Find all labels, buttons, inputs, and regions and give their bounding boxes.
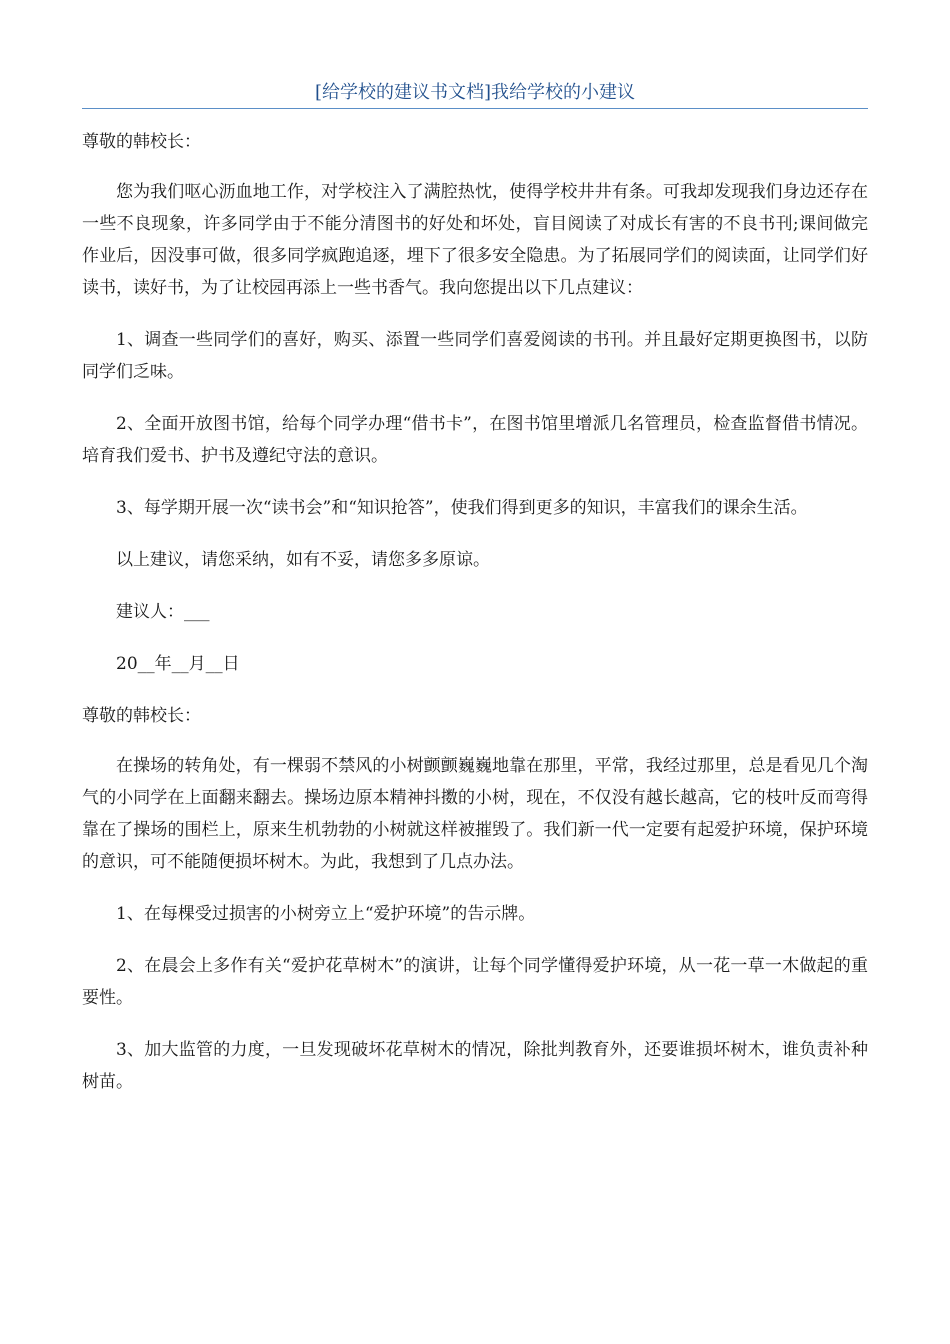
letter1-date: 20__年__月__日 [116, 654, 240, 674]
letter1-intro: 您为我们呕心沥血地工作，对学校注入了满腔热忱，使得学校井井有条。可我却发现我们身边还存在一些不良现象，许多同学由于不能分清图书的好处和坏处，盲目阅读了对成长有害的不良书刊;课间做完作业后，因没事可做，很多同学疯跑追逐，埋下了很多安全隐患。为了拓展同学们的阅读面，让同学们好读书，读好书，为了让校园再添上一些书香气。我向您提出以下几点建议： [82, 182, 868, 298]
letter2-suggestion-1: 1、在每棵受过损害的小树旁立上“爱护环境”的告示牌。 [116, 904, 536, 924]
letter2-suggestion-2: 2、在晨会上多作有关“爱护花草树木”的演讲，让每个同学懂得爱护环境，从一花一草一木做起的重要性。 [82, 956, 868, 1008]
letter1-suggestion-1: 1、调查一些同学们的喜好，购买、添置一些同学们喜爱阅读的书刊。并且最好定期更换图书，以防同学们乏味。 [82, 330, 868, 382]
letter1-suggestion-2: 2、全面开放图书馆，给每个同学办理“借书卡”，在图书馆里增派几名管理员，检查监督借书情况。培育我们爱书、护书及遵纪守法的意识。 [82, 414, 868, 466]
letter2-salutation: 尊敬的韩校长： [82, 706, 201, 726]
letter2-intro: 在操场的转角处，有一棵弱不禁风的小树颤颤巍巍地靠在那里，平常，我经过那里，总是看见几个淘气的小同学在上面翻来翻去。操场边原本精神抖擞的小树，现在，不仅没有越长越高，它的枝叶反而弯得靠在了操场的围栏上，原来生机勃勃的小树就这样被摧毁了。我们新一代一定要有起爱护环境，保护环境的意识，可不能随便损坏树木。为此，我想到了几点办法。 [82, 756, 868, 872]
letter1-closing: 以上建议，请您采纳，如有不妥，请您多多原谅。 [116, 550, 490, 570]
title-divider [82, 108, 868, 109]
document-body [82, 126, 868, 1118]
letter1-suggestion-3: 3、每学期开展一次“读书会”和“知识抢答”，使我们得到更多的知识，丰富我们的课余生活。 [116, 498, 808, 518]
letter1-salutation: 尊敬的韩校长： [82, 132, 201, 152]
document-title: [给学校的建议书文档]我给学校的小建议 [314, 82, 636, 103]
letter1-signer: 建议人：___ [116, 602, 210, 622]
letter2-suggestion-3: 3、加大监管的力度，一旦发现破坏花草树木的情况，除批判教育外，还要谁损坏树木，谁负责补种树苗。 [82, 1040, 868, 1092]
